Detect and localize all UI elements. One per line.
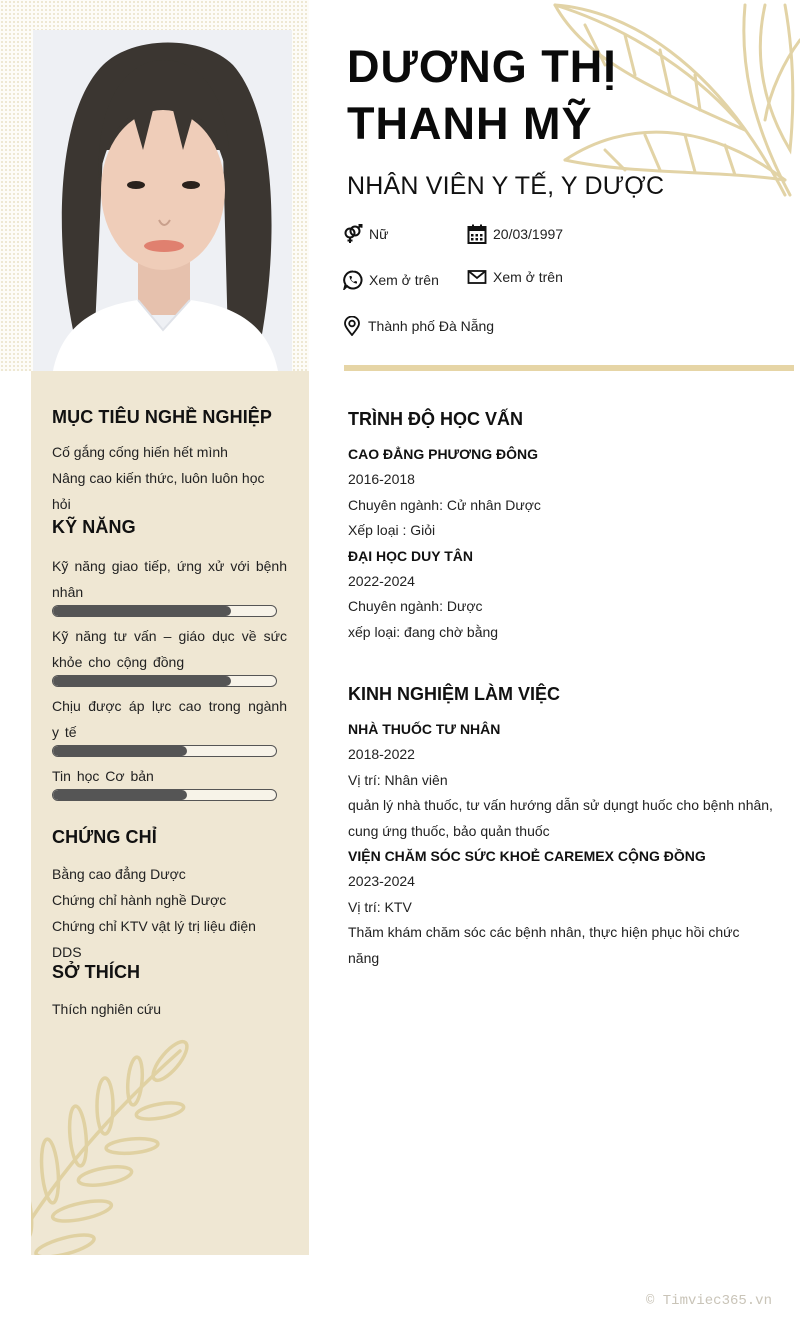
experience-period: 2018-2022 [348,746,415,762]
certificate-line: Chứng chỉ hành nghề Dược [52,892,227,908]
address-info [342,316,494,336]
education-period: 2022-2024 [348,572,415,589]
calendar-icon [467,224,487,244]
experience-description: quản lý nhà thuốc, tư vấn hướng dẫn sử dụngt huốc cho bệnh nhân, cung ứng thuốc, bảo quản thuốc [348,797,773,839]
skill-label: Kỹ năng tư vấn – giáo dục về sức khỏe cho cộng đồng [52,628,287,670]
skill-bar-fill [53,790,187,800]
skills-section [52,513,287,807]
birthdate-value: 20/03/1997 [493,226,564,242]
name-line-2: THANH MỸ [347,98,593,149]
objective-section [52,403,287,517]
certificate-line: Chứng chỉ KTV vật lý trị liệu điện DDS [52,918,256,960]
hobby-line: Thích nghiên cứu [52,1001,161,1017]
education-entry [348,544,778,646]
skill-label: Chịu được áp lực cao trong ngành y tế [52,698,287,740]
education-major: Chuyên ngành: Cử nhân Dược [348,496,541,513]
candidate-name [347,38,667,152]
gender-value: Nữ [369,226,389,242]
education-period: 2016-2018 [348,471,415,487]
experience-entry [348,844,778,971]
experience-section [348,679,778,971]
experience-position: Vị trí: Nhân viên [348,771,448,788]
company-name: VIỆN CHĂM SÓC SỨC KHOẺ CAREMEX CỘNG ĐỒNG [348,848,706,864]
phone-info [343,270,439,290]
skill-bar-fill [53,746,187,756]
location-pin-icon [342,316,362,336]
skill-label: Kỹ năng giao tiếp, ứng xử với bệnh nhân [52,558,287,600]
company-name: NHÀ THUỐC TƯ NHÂN [348,721,501,737]
school-name: CAO ĐẲNG PHƯƠNG ĐÔNG [348,446,539,462]
skill-bar-fill [53,606,231,616]
gender-icon [343,224,363,244]
skill-item [52,693,287,757]
education-title: TRÌNH ĐỘ HỌC VẤN [348,409,523,429]
objective-line: Cố gắng cống hiến hết mình [52,444,228,460]
certificate-line: Bằng cao đẳng Dược [52,866,186,882]
skill-bar [52,789,277,801]
skill-item [52,623,287,687]
phone-value: Xem ở trên [369,272,439,288]
skill-bar [52,745,277,757]
experience-title: KINH NGHIỆM LÀM VIỆC [348,684,561,704]
avatar [33,30,292,371]
experience-description: Thăm khám chăm sóc các bệnh nhân, thực hiện phục hồi chức năng [348,924,740,966]
skill-bar-fill [53,676,231,686]
experience-period: 2023-2024 [348,873,415,889]
name-line-1: DƯƠNG THỊ [347,41,617,92]
school-name: ĐẠI HỌC DUY TÂN [348,547,473,564]
skill-item [52,553,287,617]
skill-item [52,763,287,801]
education-entry [348,442,778,544]
certificates-section [52,823,287,965]
experience-entry [348,717,778,844]
sidebar [31,371,309,1255]
hobbies-title: SỞ THÍCH [52,962,141,982]
mail-icon [467,267,487,287]
skill-label: Tin học Cơ bản [52,768,154,784]
objective-title: MỤC TIÊU NGHỀ NGHIỆP [52,407,273,427]
header-divider [344,365,794,371]
skills-title: KỸ NĂNG [52,517,136,537]
email-info [467,267,563,287]
education-grade: Xếp loại : Giỏi [348,522,436,538]
gender-info [343,224,388,244]
watermark: © Timviec365.vn [645,1293,772,1309]
leaf-sprig-decoration [31,1031,200,1255]
avatar-illustration [33,30,292,371]
birthdate-info [467,224,563,244]
hobbies-section [52,958,287,1022]
job-title: NHÂN VIÊN Y TẾ, Y DƯỢC [347,172,665,200]
objective-line: Nâng cao kiến thức, luôn luôn học hỏi [52,470,265,512]
skill-bar [52,675,277,687]
email-value: Xem ở trên [493,269,563,285]
education-grade: xếp loại: đang chờ bằng [348,623,499,640]
education-major: Chuyên ngành: Dược [348,598,483,614]
address-value: Thành phố Đà Nẵng [368,318,495,334]
certificates-title: CHỨNG CHỈ [52,827,157,847]
skill-bar [52,605,277,617]
experience-position: Vị trí: KTV [348,898,412,915]
phone-icon [343,270,363,290]
education-section [348,404,778,645]
